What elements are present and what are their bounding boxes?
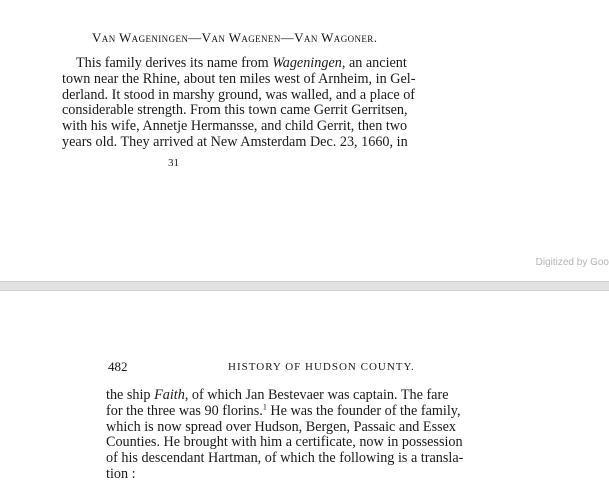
watermark-text: Digitized by Goo [535, 257, 609, 268]
footnote-number: 31 [168, 157, 179, 169]
text-line: the ship Faith, of which Jan Bestevaer was captain. The fare [106, 387, 449, 403]
text-line: derland. It stood in marshy ground, was walled, and a place of [62, 86, 416, 103]
text-line: years old. They arrived at New Amsterdam Dec. 23, 1660, in [62, 133, 408, 150]
text-line: considerable strength. From this town came Gerrit Gerritsen, [62, 102, 408, 119]
text-line: town near the Rhine, about ten miles west of Arnheim, in Gel- [62, 70, 416, 87]
text-line: This family derives its name from Wageningen, an ancient [76, 55, 407, 71]
page-number: 482 [108, 359, 128, 374]
text-line: Counties. He brought with him a certificate, now in possession [106, 434, 463, 451]
text-line: with his wife, Annetje Hermansse, and child Gerrit, then two [62, 118, 408, 135]
page-separator [0, 281, 609, 291]
text-line: for the three was 90 florins.$^1$ He was the founder of the family, [106, 402, 461, 419]
scanned-page-bottom [0, 291, 609, 483]
paragraph-top [62, 56, 415, 151]
footnote-marker: 1 [262, 402, 267, 412]
paragraph-bottom [106, 388, 463, 483]
running-title: HISTORY OF HUDSON COUNTY. [228, 361, 415, 373]
text-line: tion : [106, 465, 136, 482]
text-line: of his descendant Hartman, of which the following is a transla- [106, 450, 464, 467]
section-heading: Van Wageningen—Van Wagenen—Van Wagoner. [92, 30, 378, 45]
text-line: which is now spread over Hudson, Bergen, Passaic and Essex [106, 418, 457, 435]
